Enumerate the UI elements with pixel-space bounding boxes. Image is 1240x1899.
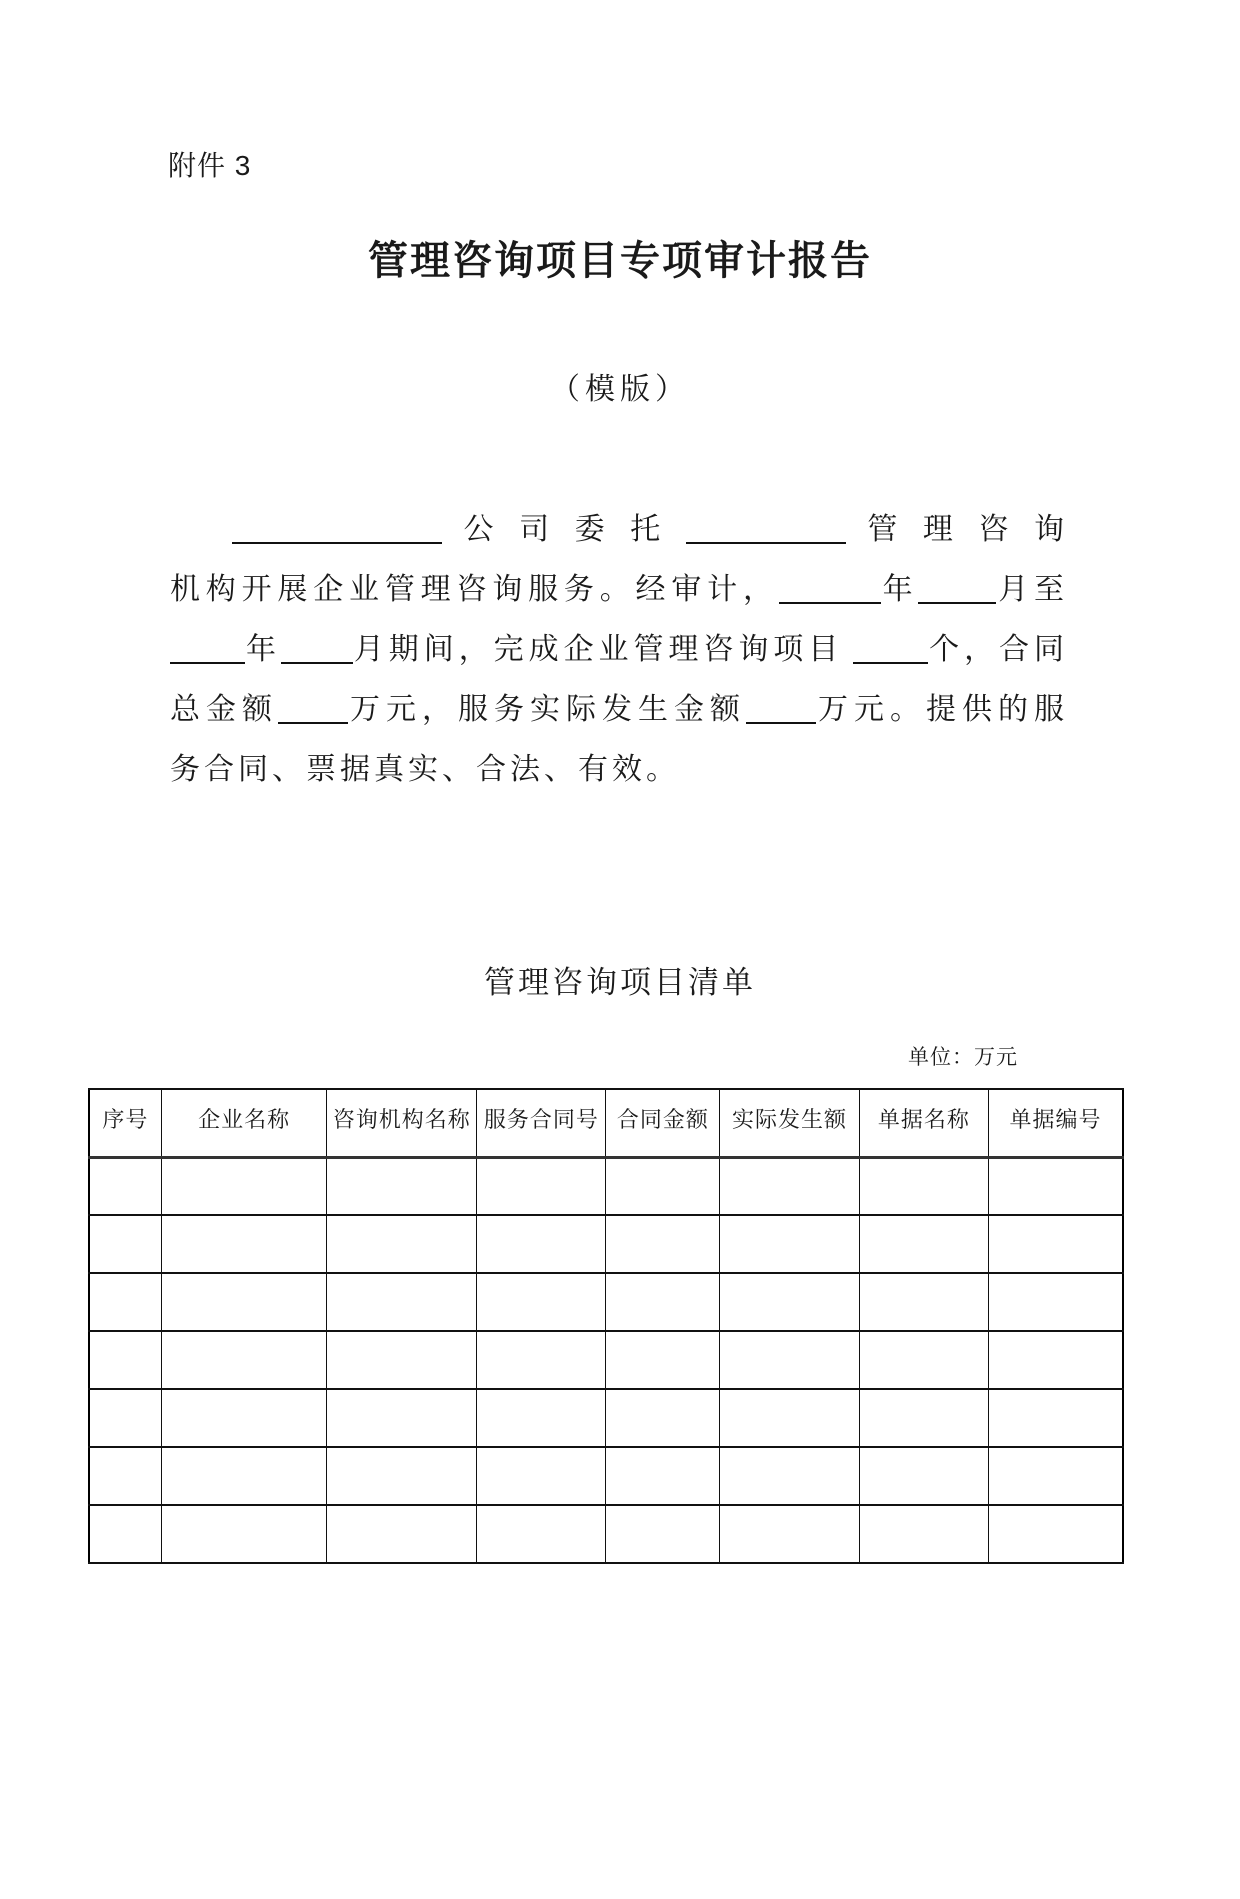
empty-cell: [477, 1331, 606, 1389]
empty-cell: [477, 1447, 606, 1505]
fill-in-blank-company: [232, 514, 442, 544]
column-header: 单据名称: [859, 1089, 988, 1157]
empty-cell: [477, 1157, 606, 1215]
paragraph-text: 个，合同: [928, 633, 1069, 666]
empty-cell: [989, 1215, 1123, 1273]
table-row: [89, 1389, 1123, 1447]
paragraph-text: 务合同、票据真实、合法、有效。: [170, 753, 680, 786]
empty-cell: [327, 1505, 477, 1563]
empty-cell: [606, 1389, 720, 1447]
empty-cell: [606, 1215, 720, 1273]
empty-cell: [161, 1447, 326, 1505]
report-paragraph: [170, 500, 1068, 800]
empty-cell: [859, 1215, 988, 1273]
column-header: 服务合同号: [477, 1089, 606, 1157]
column-header: 实际发生额: [720, 1089, 860, 1157]
document-page: [0, 146, 1240, 1564]
paragraph-text: 总金额: [170, 693, 278, 726]
empty-cell: [89, 1157, 161, 1215]
empty-cell: [989, 1389, 1123, 1447]
empty-cell: [327, 1215, 477, 1273]
empty-cell: [477, 1273, 606, 1331]
fill-in-blank-project-count: [853, 634, 928, 664]
empty-cell: [161, 1273, 326, 1331]
table-row: [89, 1505, 1123, 1563]
empty-cell: [327, 1273, 477, 1331]
paragraph-line-4: [170, 680, 1068, 740]
empty-cell: [477, 1215, 606, 1273]
empty-cell: [720, 1505, 860, 1563]
table-row: [89, 1331, 1123, 1389]
paragraph-text: 公司委托: [442, 513, 686, 546]
empty-cell: [327, 1389, 477, 1447]
empty-cell: [989, 1273, 1123, 1331]
empty-cell: [477, 1389, 606, 1447]
column-header: 咨询机构名称: [327, 1089, 477, 1157]
column-header: 单据编号: [989, 1089, 1123, 1157]
fill-in-blank-consultant: [686, 514, 846, 544]
column-header: 合同金额: [606, 1089, 720, 1157]
table-row: [89, 1215, 1123, 1273]
list-section-heading: 管理咨询项目清单: [484, 965, 756, 1000]
empty-cell: [606, 1157, 720, 1215]
empty-cell: [161, 1505, 326, 1563]
empty-cell: [606, 1447, 720, 1505]
empty-cell: [327, 1331, 477, 1389]
fill-in-blank-year-start: [779, 574, 881, 604]
empty-cell: [161, 1331, 326, 1389]
paragraph-text: 机构开展企业管理咨询服务。经审计，: [170, 573, 779, 606]
empty-cell: [859, 1157, 988, 1215]
paragraph-line-5: [170, 740, 1068, 800]
fill-in-blank-contract-amount: [278, 694, 348, 724]
empty-cell: [89, 1389, 161, 1447]
paragraph-line-1: [170, 500, 1068, 560]
empty-cell: [89, 1331, 161, 1389]
paragraph-text: 管理咨询: [845, 513, 1069, 546]
paragraph-text: 万元。提供的服: [816, 693, 1068, 726]
empty-cell: [720, 1389, 860, 1447]
empty-cell: [989, 1157, 1123, 1215]
fill-in-blank-month-end: [281, 634, 353, 664]
empty-cell: [989, 1505, 1123, 1563]
empty-cell: [606, 1331, 720, 1389]
empty-cell: [720, 1447, 860, 1505]
empty-cell: [161, 1389, 326, 1447]
fill-in-blank-month-start: [918, 574, 996, 604]
paragraph-text: 年: [245, 633, 281, 666]
fill-in-blank-actual-amount: [746, 694, 816, 724]
empty-cell: [161, 1157, 326, 1215]
empty-cell: [859, 1273, 988, 1331]
page-title: 管理咨询项目专项审计报告: [368, 239, 872, 283]
table-header-row: [89, 1089, 1123, 1157]
unit-label: 单位：万元: [908, 1045, 1018, 1069]
paragraph-text: 万元，服务实际发生金额: [348, 693, 746, 726]
empty-cell: [477, 1505, 606, 1563]
attachment-label: 附件 3: [168, 150, 252, 181]
paragraph-text: 月期间，完成企业管理咨询项目: [352, 633, 844, 666]
empty-cell: [720, 1215, 860, 1273]
paragraph-text: 年: [880, 573, 919, 606]
empty-cell: [859, 1389, 988, 1447]
empty-cell: [859, 1505, 988, 1563]
table-row: [89, 1273, 1123, 1331]
table-row: [89, 1447, 1123, 1505]
empty-cell: [327, 1157, 477, 1215]
empty-cell: [859, 1331, 988, 1389]
empty-cell: [89, 1447, 161, 1505]
empty-cell: [720, 1273, 860, 1331]
paragraph-line-2: [170, 560, 1068, 620]
empty-cell: [606, 1505, 720, 1563]
empty-cell: [161, 1215, 326, 1273]
empty-cell: [720, 1331, 860, 1389]
empty-cell: [989, 1447, 1123, 1505]
fill-in-blank-year-end: [170, 634, 245, 664]
empty-cell: [89, 1215, 161, 1273]
paragraph-text: 月至: [996, 573, 1069, 606]
table-row: [89, 1157, 1123, 1215]
empty-cell: [327, 1447, 477, 1505]
empty-cell: [606, 1273, 720, 1331]
empty-cell: [89, 1273, 161, 1331]
empty-cell: [720, 1157, 860, 1215]
empty-cell: [859, 1447, 988, 1505]
column-header: 序号: [89, 1089, 161, 1157]
project-list-table: [88, 1088, 1124, 1564]
column-header: 企业名称: [161, 1089, 326, 1157]
empty-cell: [89, 1505, 161, 1563]
paragraph-line-3: [170, 620, 1068, 680]
page-subtitle: （模版）: [550, 373, 690, 406]
empty-cell: [989, 1331, 1123, 1389]
